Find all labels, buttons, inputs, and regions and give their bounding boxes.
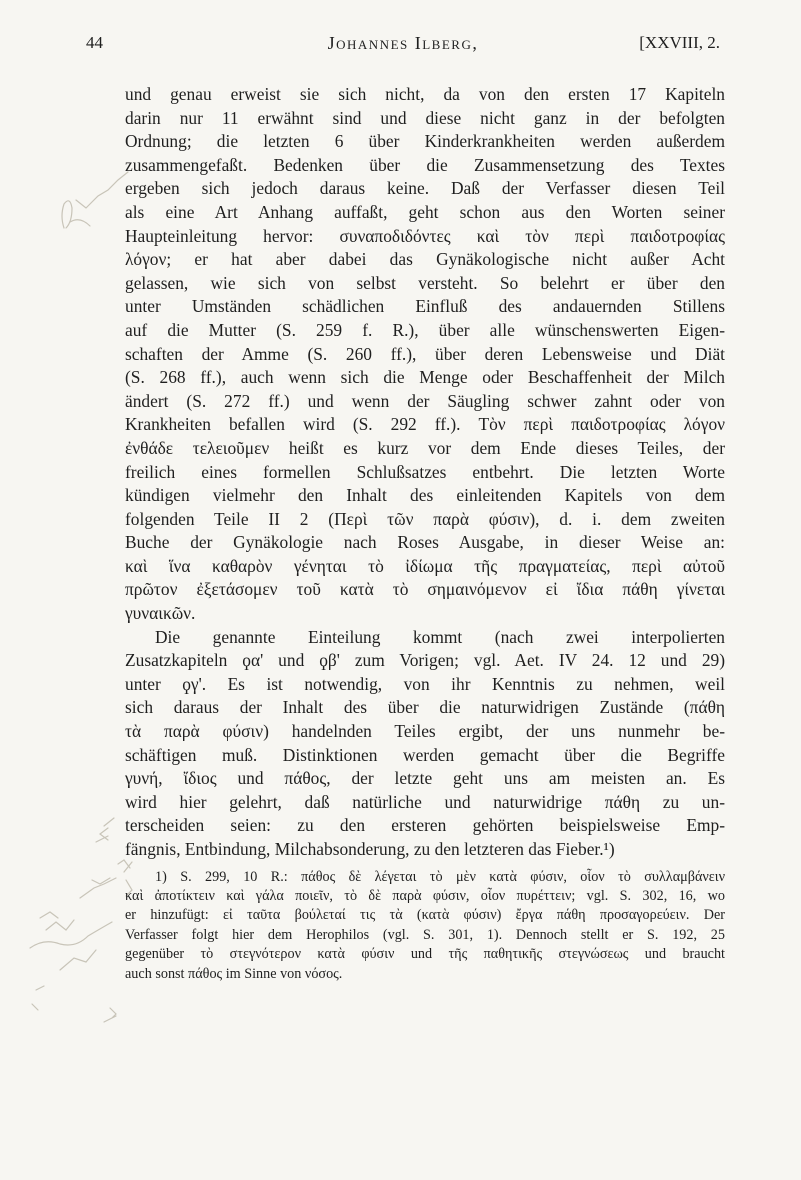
text-line: als eine Art Anhang auffaßt, geht schon aus den Worten seiner <box>125 201 725 222</box>
footnote-line: auch sonst πάθος im Sinne von νόσος. <box>125 965 343 982</box>
footnote-line: er hinzufügt: εἰ ταῦτα βούλεταί τις τὰ (κατὰ φύσιν) ἔργα πάθη προσαγορεύειν. Der <box>125 907 725 924</box>
text-line: kündigen vielmehr den Inhalt des einleitenden Kapitels von dem <box>125 485 725 506</box>
body-text <box>125 83 725 984</box>
text-line: unter ϙγ'. Es ist notwendig, von ihr Kenntnis zu nehmen, weil <box>125 673 725 694</box>
text-line: πρῶτον ἐξετάσομεν τοῦ κατὰ τὸ σημαινόμενον εἰ ἴδια πάθη γίνεται <box>125 579 725 600</box>
text-line: ändert (S. 272 ff.) und wenn der Säugling schwer zahnt oder von <box>125 390 725 411</box>
text-line: λόγον; er hat aber dabei das Gynäkologische nicht außer Acht <box>125 249 725 270</box>
section-reference: [XXVIII, 2. <box>639 33 720 52</box>
text-line: wird hier gelehrt, daß natürliche und naturwidrige πάθη zu un- <box>125 791 725 812</box>
text-line: folgenden Teile II 2 (Περὶ τῶν παρὰ φύσιν), d. i. dem zweiten <box>125 508 725 529</box>
text-line: freilich eines formellen Schlußsatzes entbehrt. Die letzten Worte <box>125 461 725 482</box>
text-line: gelassen, wie sich von selbst versteht. So belehrt er über den <box>125 272 725 293</box>
text-line: γυναικῶν. <box>125 603 196 624</box>
text-line: Zusatzkapiteln ϙα' und ϙβ' zum Vorigen; vgl. Aet. IV 24. 12 und 29) <box>125 650 725 671</box>
text-line: ergeben sich jedoch daraus keine. Daß der Verfasser diesen Teil <box>125 178 725 199</box>
text-line: fängnis, Entbindung, Milchabsonderung, zu den letzteren das Fieber.¹) <box>125 839 615 859</box>
text-line: Haupteinleitung hervor: συναποδιδόντες καὶ τὸν περὶ παιδοτροφίας <box>125 225 725 246</box>
text-line: Ordnung; die letzten 6 über Kinderkrankheiten werden außerdem <box>125 131 725 152</box>
text-line: τὰ παρὰ φύσιν) handelnden Teiles ergibt, der uns nunmehr be- <box>125 721 725 742</box>
footnotes <box>125 868 725 984</box>
paragraph-start: Die genannte Einteilung kommt (nach zwei interpolierten <box>155 626 725 647</box>
text-line: Krankheiten befallen wird (S. 292 ff.). Τὸν περὶ παιδοτροφίας λόγον <box>125 414 725 435</box>
footnote-line: gegenüber τὸ στεγνότερον κατὰ φύσιν und τῆς παθητικῆς στεγνώσεως und braucht <box>125 946 725 963</box>
footnote-line: 1) S. 299, 10 R.: πάθος δὲ λέγεται τὸ μὲν κατὰ φύσιν, οἷον τὸ συλλαμβάνειν <box>155 868 725 885</box>
text-line: und genau erweist sie sich nicht, da von den ersten 17 Kapiteln <box>125 84 725 104</box>
footnote-line: Verfasser folgt hier dem Herophilos (vgl. S. 301, 1). Dennoch stellt er S. 192, 25 <box>125 926 725 943</box>
text-line: sich daraus der Inhalt des über die naturwidrigen Zustände (πάθη <box>125 697 725 718</box>
text-line: ἐνθάδε τελειοῦμεν heißt es kurz vor dem Ende dieses Teiles, der <box>125 437 725 458</box>
text-line: γυνή, ἴδιος und πάθος, der letzte geht uns am meisten an. Es <box>125 768 725 789</box>
running-title: Johannes Ilberg, <box>327 33 479 53</box>
text-line: auf die Mutter (S. 259 f. R.), über alle wünschenswerten Eigen- <box>125 319 725 340</box>
text-line: unter Umständen schädlichen Einfluß des andauernden Stillens <box>125 296 725 317</box>
text-line: Buche der Gynäkologie nach Roses Ausgabe, in dieser Weise an: <box>125 532 725 553</box>
page-number: 44 <box>86 33 103 52</box>
text-line: darin nur 11 erwähnt sind und diese nicht ganz in der befolgten <box>125 107 725 128</box>
text-line: (S. 268 ff.), auch wenn sich die Menge oder Beschaffenheit der Milch <box>125 367 725 388</box>
text-line: schäftigen muß. Distinktionen werden gemacht über die Begriffe <box>125 744 725 765</box>
text-line: terscheiden seien: zu den ersteren gehörten beispielsweise Emp- <box>125 815 725 836</box>
footnote-line: καὶ ἀποτίκτειν καὶ γάλα ποιεῖν, τὸ δὲ παρὰ φύσιν, οἷον πυρέττειν; vgl. S. 302, 16, wo <box>125 887 725 904</box>
text-line: καὶ ἵνα καθαρὸν γένηται τὸ ἰδίωμα τῆς πραγματείας, περὶ αὐτοῦ <box>125 555 725 576</box>
running-header <box>86 33 720 59</box>
text-line: schaften der Amme (S. 260 ff.), über deren Lebensweise und Diät <box>125 343 725 364</box>
text-line: zusammengefaßt. Bedenken über die Zusammensetzung des Textes <box>125 154 725 175</box>
